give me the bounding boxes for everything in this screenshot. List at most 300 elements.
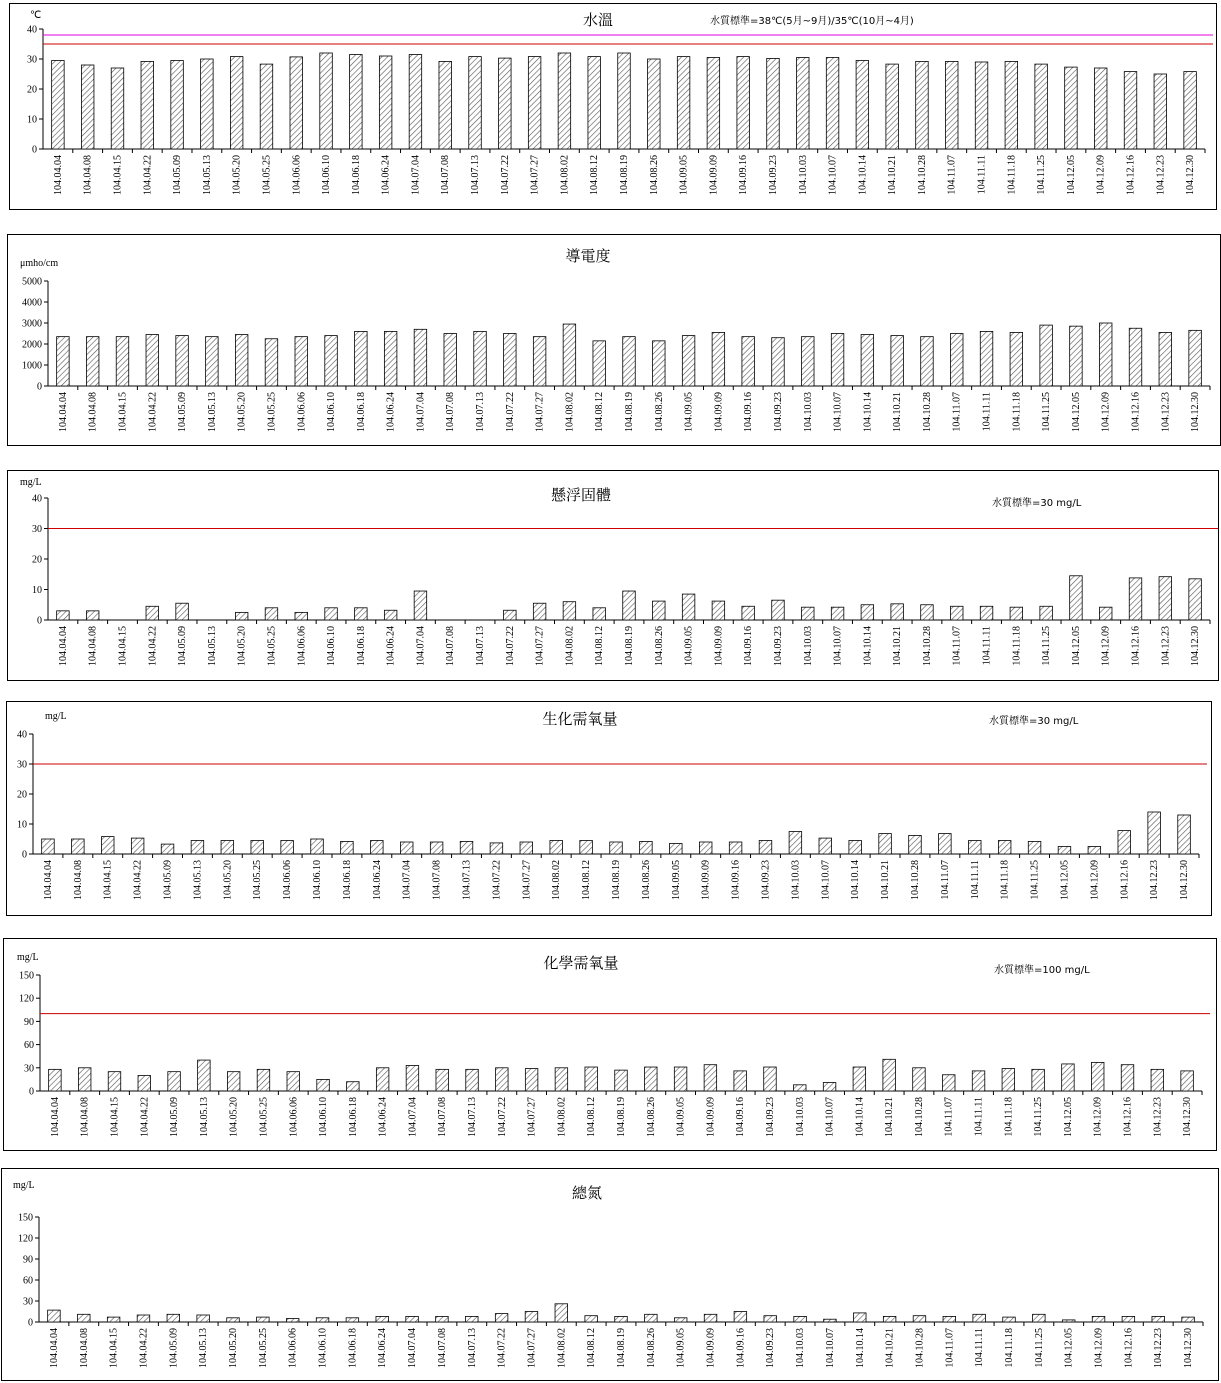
x-tick-label: 104.08.26 bbox=[645, 1328, 657, 1368]
x-tick-label: 104.04.08 bbox=[87, 392, 99, 432]
x-tick-label: 104.10.14 bbox=[862, 626, 874, 666]
bar bbox=[1159, 332, 1172, 386]
y-unit-label: mg/L bbox=[17, 952, 39, 963]
bar bbox=[347, 1082, 360, 1091]
x-tick-label: 104.12.30 bbox=[1179, 860, 1191, 900]
bar bbox=[176, 336, 189, 386]
bar bbox=[57, 337, 70, 386]
x-tick-label: 104.10.14 bbox=[850, 860, 862, 900]
standard-note: 水質標準=38℃(5月~9月)/35℃(10月~4月) bbox=[710, 16, 914, 27]
bar bbox=[490, 843, 503, 854]
bar bbox=[831, 334, 844, 387]
x-tick-label: 104.10.07 bbox=[824, 1097, 836, 1137]
x-tick-label: 104.11.11 bbox=[976, 155, 988, 195]
x-tick-label: 104.08.26 bbox=[653, 392, 665, 432]
bar bbox=[913, 1316, 926, 1322]
x-tick-label: 104.10.07 bbox=[824, 1328, 836, 1368]
bar bbox=[550, 841, 563, 855]
bar bbox=[52, 61, 65, 150]
x-tick-label: 104.11.11 bbox=[973, 1097, 985, 1137]
bar bbox=[1154, 74, 1167, 149]
bar bbox=[704, 1314, 717, 1322]
bar bbox=[466, 1069, 479, 1091]
bar bbox=[1062, 1320, 1075, 1322]
bar bbox=[653, 341, 666, 386]
bar bbox=[414, 329, 427, 386]
x-tick-label: 104.10.03 bbox=[794, 1097, 806, 1137]
y-tick-label: 150 bbox=[19, 970, 34, 982]
y-unit-label: mg/L bbox=[20, 477, 42, 488]
bar bbox=[436, 1069, 449, 1091]
x-tick-label: 104.06.24 bbox=[377, 1097, 389, 1137]
x-tick-label: 104.09.23 bbox=[760, 860, 772, 900]
bar bbox=[707, 58, 720, 150]
bar bbox=[384, 331, 397, 386]
x-tick-label: 104.07.27 bbox=[526, 1097, 538, 1137]
bar bbox=[682, 336, 695, 386]
bar bbox=[311, 839, 324, 854]
x-tick-label: 104.05.20 bbox=[236, 626, 248, 666]
bar bbox=[504, 334, 517, 387]
bar bbox=[945, 61, 958, 149]
x-tick-label: 104.05.20 bbox=[236, 392, 248, 432]
x-tick-label: 104.07.27 bbox=[526, 1328, 538, 1368]
bar bbox=[49, 1069, 62, 1091]
bar bbox=[406, 1065, 419, 1091]
bar bbox=[533, 337, 546, 386]
x-tick-label: 104.11.18 bbox=[1011, 625, 1023, 666]
x-tick-label: 104.12.23 bbox=[1153, 1328, 1165, 1368]
x-tick-label: 104.04.15 bbox=[117, 626, 129, 666]
bar bbox=[111, 68, 124, 149]
bar bbox=[466, 1316, 479, 1322]
chart-cod bbox=[4, 939, 1218, 1152]
bar bbox=[623, 337, 636, 386]
bar bbox=[469, 57, 482, 149]
x-tick-label: 104.10.03 bbox=[797, 155, 809, 195]
bar bbox=[350, 55, 363, 150]
bar bbox=[883, 1059, 896, 1091]
bar bbox=[533, 603, 546, 620]
x-tick-label: 104.05.25 bbox=[266, 626, 278, 666]
y-unit-label: μmho/cm bbox=[20, 258, 59, 269]
x-tick-label: 104.08.12 bbox=[594, 626, 606, 666]
x-tick-label: 104.11.07 bbox=[944, 1328, 956, 1368]
bar bbox=[645, 1067, 658, 1091]
x-tick-label: 104.07.22 bbox=[504, 392, 516, 433]
bar bbox=[942, 1075, 955, 1091]
x-tick-label: 104.09.05 bbox=[670, 860, 682, 900]
y-tick-label: 0 bbox=[22, 849, 27, 861]
bar bbox=[555, 1304, 568, 1322]
bar bbox=[916, 61, 929, 149]
x-tick-label: 104.08.12 bbox=[589, 155, 601, 195]
x-tick-label: 104.05.09 bbox=[177, 392, 189, 432]
bar bbox=[823, 1082, 836, 1091]
x-tick-label: 104.04.22 bbox=[138, 1328, 150, 1368]
x-tick-label: 104.06.18 bbox=[355, 392, 367, 432]
bar bbox=[167, 1314, 180, 1322]
bar bbox=[824, 1319, 837, 1322]
x-tick-label: 104.08.26 bbox=[640, 860, 652, 900]
x-tick-label: 104.04.22 bbox=[142, 155, 154, 195]
bar bbox=[346, 1318, 359, 1322]
x-tick-label: 104.11.07 bbox=[939, 860, 951, 900]
y-tick-label: 0 bbox=[37, 381, 42, 393]
bar bbox=[1005, 61, 1018, 149]
x-tick-label: 104.12.30 bbox=[1185, 155, 1197, 195]
x-tick-label: 104.12.05 bbox=[1065, 155, 1077, 195]
bar bbox=[257, 1069, 270, 1091]
bar bbox=[525, 1312, 538, 1323]
x-tick-label: 104.07.22 bbox=[504, 626, 516, 666]
bar bbox=[1040, 325, 1053, 386]
bar bbox=[439, 61, 452, 149]
bar bbox=[886, 64, 899, 149]
chart-panel-bod bbox=[6, 701, 1212, 916]
chart-title: 懸浮固體 bbox=[550, 486, 612, 504]
bar bbox=[201, 59, 214, 149]
bar bbox=[794, 1085, 807, 1091]
bar bbox=[227, 1072, 240, 1091]
x-tick-label: 104.08.26 bbox=[648, 155, 660, 195]
x-tick-label: 104.09.16 bbox=[730, 860, 742, 900]
bar bbox=[968, 841, 981, 855]
bar bbox=[1189, 330, 1202, 386]
x-tick-label: 104.11.18 bbox=[1004, 1328, 1015, 1368]
bar bbox=[406, 1316, 419, 1322]
standard-note: 水質標準=30 mg/L bbox=[989, 716, 1079, 727]
y-tick-label: 120 bbox=[18, 1233, 33, 1245]
x-tick-label: 104.07.13 bbox=[470, 155, 482, 195]
bar bbox=[295, 612, 308, 620]
x-tick-label: 104.12.16 bbox=[1123, 1328, 1135, 1368]
x-tick-label: 104.09.05 bbox=[683, 392, 695, 432]
x-tick-label: 104.09.16 bbox=[735, 1328, 747, 1368]
bar bbox=[295, 337, 308, 386]
bar bbox=[998, 841, 1011, 855]
bar bbox=[802, 337, 815, 386]
x-tick-label: 104.08.19 bbox=[611, 860, 622, 900]
bar bbox=[444, 334, 457, 387]
x-tick-label: 104.11.25 bbox=[1033, 1097, 1045, 1137]
bar bbox=[913, 1068, 926, 1091]
y-tick-label: 120 bbox=[19, 993, 34, 1005]
bar bbox=[737, 57, 750, 149]
x-tick-label: 104.06.06 bbox=[282, 860, 294, 900]
y-tick-label: 1000 bbox=[22, 360, 42, 372]
x-tick-label: 104.06.18 bbox=[347, 1328, 359, 1368]
x-tick-label: 104.11.07 bbox=[946, 155, 958, 195]
bar bbox=[161, 844, 174, 854]
chart-water-temperature bbox=[10, 4, 1218, 211]
x-tick-label: 104.12.16 bbox=[1119, 860, 1131, 900]
x-tick-label: 104.04.15 bbox=[117, 392, 129, 432]
y-tick-label: 3000 bbox=[22, 318, 42, 330]
x-tick-label: 104.04.04 bbox=[57, 392, 69, 432]
bar bbox=[615, 1070, 628, 1091]
x-tick-label: 104.12.30 bbox=[1190, 392, 1202, 432]
bar bbox=[615, 1316, 628, 1322]
x-tick-label: 104.11.18 bbox=[1003, 1097, 1015, 1137]
bar bbox=[1065, 67, 1078, 149]
bar bbox=[384, 610, 397, 620]
bar bbox=[355, 331, 368, 386]
bar bbox=[86, 611, 99, 620]
x-tick-label: 104.09.16 bbox=[738, 155, 750, 195]
y-tick-label: 150 bbox=[18, 1212, 33, 1224]
x-tick-label: 104.05.25 bbox=[252, 860, 264, 900]
bar bbox=[525, 1069, 538, 1091]
x-tick-label: 104.11.25 bbox=[1041, 392, 1053, 432]
x-tick-label: 104.09.09 bbox=[705, 1328, 717, 1368]
x-tick-label: 104.10.28 bbox=[914, 1328, 926, 1368]
bar bbox=[430, 842, 443, 854]
bar bbox=[341, 841, 354, 854]
bar bbox=[645, 1314, 658, 1322]
chart-panel-conductivity bbox=[7, 234, 1221, 446]
x-tick-label: 104.05.20 bbox=[228, 1328, 239, 1368]
bar bbox=[1129, 578, 1142, 620]
x-tick-label: 104.08.12 bbox=[586, 1328, 598, 1368]
y-tick-label: 90 bbox=[24, 1016, 34, 1028]
x-tick-label: 104.09.16 bbox=[743, 626, 755, 666]
bar bbox=[943, 1316, 956, 1322]
y-tick-label: 40 bbox=[27, 24, 37, 36]
bar bbox=[734, 1312, 747, 1323]
x-tick-label: 104.07.04 bbox=[415, 626, 427, 666]
x-tick-label: 104.06.06 bbox=[296, 626, 308, 666]
y-tick-label: 10 bbox=[17, 819, 27, 831]
x-tick-label: 104.07.04 bbox=[415, 392, 427, 432]
bar bbox=[290, 57, 303, 149]
bar bbox=[972, 1071, 985, 1091]
bar bbox=[879, 834, 892, 854]
bar bbox=[1032, 1069, 1045, 1091]
bar bbox=[674, 1318, 687, 1322]
x-tick-label: 104.11.11 bbox=[969, 860, 981, 900]
bar bbox=[138, 1076, 151, 1091]
x-tick-label: 104.10.28 bbox=[913, 1097, 925, 1137]
bar bbox=[198, 1060, 211, 1091]
x-tick-label: 104.04.04 bbox=[49, 1097, 61, 1137]
x-tick-label: 104.08.19 bbox=[616, 1328, 627, 1368]
bar bbox=[742, 337, 755, 386]
bar bbox=[460, 841, 473, 854]
chart-panel-cod bbox=[3, 938, 1217, 1151]
bar bbox=[409, 55, 422, 150]
bar bbox=[623, 591, 636, 620]
x-tick-label: 104.11.07 bbox=[951, 626, 963, 666]
bar bbox=[558, 53, 571, 149]
bar bbox=[563, 324, 576, 386]
x-tick-label: 104.09.23 bbox=[767, 155, 779, 195]
bar bbox=[1151, 1069, 1164, 1091]
x-tick-label: 104.10.21 bbox=[880, 860, 892, 900]
y-tick-label: 40 bbox=[32, 493, 42, 505]
x-tick-label: 104.11.25 bbox=[1036, 155, 1048, 195]
x-tick-label: 104.08.12 bbox=[581, 860, 593, 900]
x-tick-label: 104.11.25 bbox=[1033, 1328, 1045, 1368]
bar bbox=[171, 61, 184, 150]
bar bbox=[101, 837, 114, 854]
x-tick-label: 104.12.09 bbox=[1089, 860, 1101, 900]
x-tick-label: 104.08.19 bbox=[624, 626, 635, 666]
bar bbox=[176, 603, 189, 620]
bar bbox=[137, 1315, 150, 1322]
x-tick-label: 104.05.09 bbox=[168, 1328, 180, 1368]
y-tick-label: 0 bbox=[28, 1317, 33, 1329]
bar bbox=[704, 1065, 717, 1091]
x-tick-label: 104.05.20 bbox=[222, 860, 234, 900]
x-tick-label: 104.09.09 bbox=[700, 860, 712, 900]
x-tick-label: 104.06.10 bbox=[312, 860, 324, 900]
x-tick-label: 104.06.06 bbox=[296, 392, 308, 432]
bar bbox=[286, 1319, 299, 1323]
y-tick-label: 2000 bbox=[22, 339, 42, 351]
x-tick-label: 104.04.04 bbox=[52, 155, 64, 195]
bar bbox=[146, 335, 159, 386]
bar bbox=[436, 1316, 449, 1322]
bar bbox=[950, 334, 963, 387]
bar bbox=[826, 58, 839, 150]
x-tick-label: 104.06.18 bbox=[347, 1097, 359, 1137]
y-tick-label: 10 bbox=[27, 114, 37, 126]
chart-title: 水溫 bbox=[582, 11, 614, 29]
x-tick-label: 104.07.27 bbox=[534, 392, 546, 432]
bar bbox=[849, 841, 862, 855]
x-tick-label: 104.07.08 bbox=[445, 626, 457, 666]
bar bbox=[191, 841, 204, 855]
x-tick-label: 104.05.25 bbox=[257, 1328, 269, 1368]
x-tick-label: 104.08.19 bbox=[619, 155, 630, 195]
x-tick-label: 104.09.05 bbox=[683, 626, 695, 666]
x-tick-label: 104.06.24 bbox=[377, 1328, 389, 1368]
bar bbox=[802, 607, 815, 620]
x-tick-label: 104.05.09 bbox=[169, 1097, 181, 1137]
bar bbox=[78, 1314, 91, 1322]
x-tick-label: 104.05.09 bbox=[162, 860, 174, 900]
bar bbox=[1003, 1317, 1016, 1322]
x-tick-label: 104.07.22 bbox=[496, 1328, 508, 1368]
chart-title: 總氮 bbox=[571, 1184, 603, 1202]
x-tick-label: 104.10.14 bbox=[862, 392, 874, 432]
x-tick-label: 104.12.30 bbox=[1190, 626, 1202, 666]
bar bbox=[1088, 847, 1101, 855]
x-tick-label: 104.06.18 bbox=[350, 155, 362, 195]
bar bbox=[729, 842, 742, 854]
x-tick-label: 104.05.13 bbox=[192, 860, 204, 900]
x-tick-label: 104.09.09 bbox=[713, 626, 725, 666]
chart-bod bbox=[7, 702, 1213, 917]
x-tick-label: 104.12.23 bbox=[1149, 860, 1161, 900]
x-tick-label: 104.10.07 bbox=[832, 626, 844, 666]
x-tick-label: 104.05.13 bbox=[201, 155, 213, 195]
bar bbox=[1058, 847, 1071, 855]
x-tick-label: 104.06.10 bbox=[321, 155, 333, 195]
x-tick-label: 104.05.25 bbox=[258, 1097, 270, 1137]
bar bbox=[1033, 1314, 1046, 1322]
bar bbox=[230, 57, 243, 149]
bar bbox=[317, 1079, 330, 1091]
bar bbox=[287, 1072, 300, 1091]
x-tick-label: 104.07.27 bbox=[521, 860, 533, 900]
bar bbox=[72, 839, 85, 854]
x-tick-label: 104.07.04 bbox=[410, 155, 422, 195]
bar bbox=[759, 841, 772, 855]
standard-note: 水質標準=100 mg/L bbox=[994, 965, 1090, 976]
x-tick-label: 104.12.16 bbox=[1122, 1097, 1134, 1137]
y-tick-label: 40 bbox=[17, 729, 27, 741]
y-tick-label: 10 bbox=[32, 585, 42, 596]
x-tick-label: 104.07.08 bbox=[431, 860, 443, 900]
x-tick-label: 104.06.06 bbox=[287, 1328, 299, 1368]
x-tick-label: 104.09.09 bbox=[705, 1097, 717, 1137]
x-tick-label: 104.04.15 bbox=[108, 1328, 120, 1368]
x-tick-label: 104.07.04 bbox=[407, 1328, 419, 1368]
bar bbox=[131, 838, 144, 854]
bar bbox=[1159, 577, 1172, 620]
bar bbox=[1002, 1069, 1015, 1091]
bar bbox=[495, 1314, 508, 1322]
bar bbox=[379, 56, 392, 149]
bar bbox=[819, 838, 832, 854]
bar bbox=[325, 608, 338, 620]
x-tick-label: 104.07.13 bbox=[466, 1328, 478, 1368]
x-tick-label: 104.06.24 bbox=[380, 155, 392, 195]
bar bbox=[767, 58, 780, 149]
bar bbox=[414, 591, 427, 620]
bar bbox=[1118, 831, 1131, 854]
bar bbox=[794, 1316, 807, 1322]
x-tick-label: 104.10.21 bbox=[892, 626, 904, 666]
bar bbox=[618, 53, 631, 149]
bar bbox=[1010, 332, 1023, 386]
bar bbox=[141, 61, 154, 149]
x-tick-label: 104.04.08 bbox=[87, 626, 99, 666]
x-tick-label: 104.11.25 bbox=[1041, 626, 1053, 666]
bar bbox=[376, 1316, 389, 1322]
y-tick-label: 5000 bbox=[22, 276, 42, 288]
x-tick-label: 104.07.13 bbox=[475, 626, 487, 666]
bar bbox=[520, 842, 533, 854]
bar bbox=[78, 1068, 91, 1091]
bar bbox=[260, 64, 273, 149]
x-tick-label: 104.07.22 bbox=[496, 1097, 508, 1137]
bar bbox=[677, 57, 690, 149]
bar bbox=[376, 1068, 389, 1091]
y-unit-label: mg/L bbox=[45, 711, 67, 722]
x-tick-label: 104.08.19 bbox=[624, 392, 635, 432]
bar bbox=[504, 610, 517, 620]
bar bbox=[81, 65, 94, 149]
x-tick-label: 104.09.23 bbox=[765, 1328, 777, 1368]
bar bbox=[670, 844, 683, 855]
x-tick-label: 104.04.04 bbox=[57, 626, 69, 666]
x-tick-label: 104.07.27 bbox=[529, 155, 541, 195]
bar bbox=[57, 611, 70, 620]
y-tick-label: 20 bbox=[27, 84, 37, 96]
bar bbox=[496, 1068, 509, 1091]
bar bbox=[921, 337, 934, 386]
bar bbox=[1124, 72, 1137, 149]
x-tick-label: 104.11.11 bbox=[974, 1328, 986, 1368]
bar bbox=[1040, 606, 1053, 620]
x-tick-label: 104.10.28 bbox=[916, 155, 928, 195]
bar bbox=[316, 1318, 329, 1322]
bar bbox=[1070, 576, 1083, 620]
x-tick-label: 104.12.09 bbox=[1100, 392, 1112, 432]
